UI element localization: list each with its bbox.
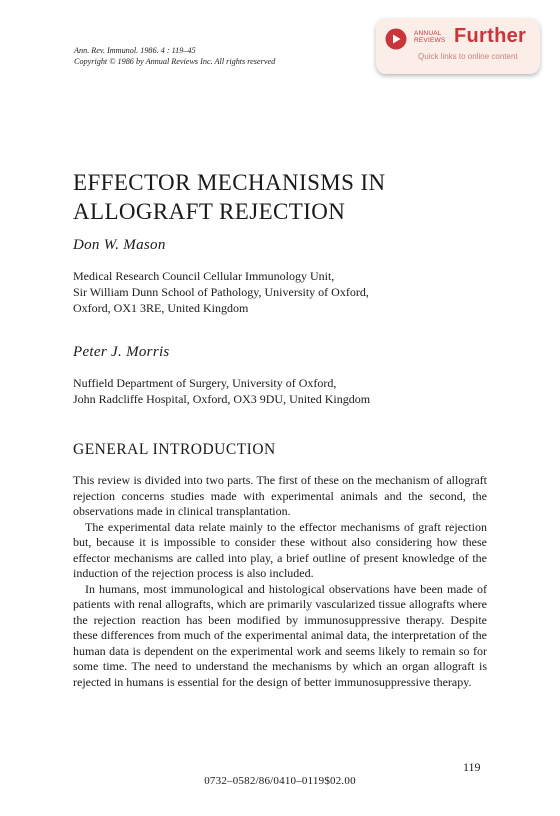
affiliation-line: Sir William Dunn School of Pathology, University of Oxford, bbox=[73, 285, 369, 299]
author-affiliation-2 bbox=[73, 375, 370, 407]
page-number: 119 bbox=[463, 760, 481, 774]
author-name-2: Peter J. Morris bbox=[73, 344, 170, 360]
publisher-line-1: ANNUAL bbox=[414, 30, 442, 37]
article-title bbox=[73, 168, 386, 226]
affiliation-line: Oxford, OX1 3RE, United Kingdom bbox=[73, 301, 249, 315]
annual-reviews-logo-icon bbox=[385, 28, 407, 50]
publisher-name bbox=[414, 30, 445, 44]
affiliation-line: Nuffield Department of Surgery, University of Oxford, bbox=[73, 376, 337, 390]
publisher-line-2: REVIEWS bbox=[414, 37, 446, 44]
journal-reference bbox=[74, 45, 275, 67]
copyright-notice: Copyright © 1986 by Annual Reviews Inc. All rights reserved bbox=[74, 57, 276, 66]
body-paragraph: In humans, most immunological and histological observations have been made of patients with renal allografts, which are primarily vascularized tissue allografts where the rejection reaction has been modified by immunosuppressive therapy. Despite these differences from much of the experimental animal data, the interpretation of the human data is dependent on the experimental work and seems likely to remain so for some time. The need to understand the mechanisms by which an organ allograft is rejected in humans is essential for the design of better immunosuppressive therapy. bbox=[73, 581, 487, 689]
article-body bbox=[73, 473, 487, 690]
further-subtitle: Quick links to online content bbox=[418, 52, 518, 61]
section-heading: GENERAL INTRODUCTION bbox=[73, 441, 276, 458]
affiliation-line: John Radcliffe Hospital, Oxford, OX3 9DU, United Kingdom bbox=[73, 392, 371, 406]
author-name-1: Don W. Mason bbox=[73, 237, 166, 253]
further-links-badge[interactable] bbox=[376, 18, 540, 74]
author-affiliation-1 bbox=[73, 268, 369, 316]
title-line-2: ALLOGRAFT REJECTION bbox=[73, 199, 346, 224]
body-paragraph: This review is divided into two parts. The first of these on the mechanism of allograft rejection concerns studies made with experimental animals and the second, the observations made in clinical transplantation. bbox=[73, 473, 487, 518]
article-code: 0732–0582/86/0410–0119$02.00 bbox=[204, 775, 356, 787]
affiliation-line: Medical Research Council Cellular Immunology Unit, bbox=[73, 269, 335, 283]
journal-citation: Ann. Rev. Immunol. 1986. 4 : 119–45 bbox=[74, 46, 196, 55]
body-paragraph: The experimental data relate mainly to the effector mechanisms of graft rejection but, because it is impossible to consider these without also considering how these effector mechanisms are called into play, a brief outline of present knowledge of the induction of the rejection process is also included. bbox=[73, 519, 487, 580]
further-label: Further bbox=[454, 25, 527, 47]
title-line-1: EFFECTOR MECHANISMS IN bbox=[73, 170, 386, 195]
